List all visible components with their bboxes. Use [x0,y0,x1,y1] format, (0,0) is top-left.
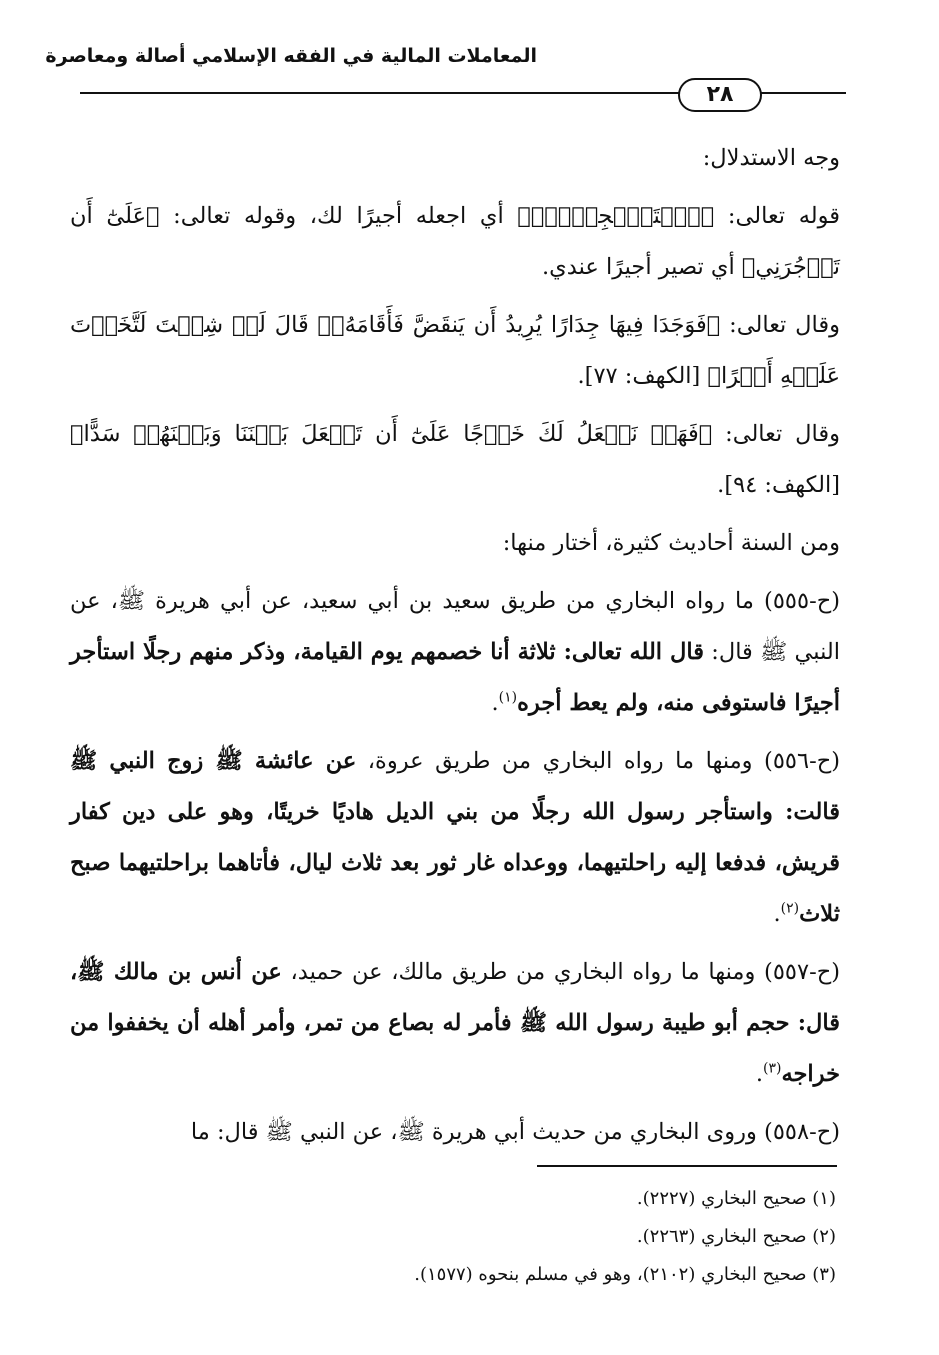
paragraph-hadith-555 [70,576,840,729]
paragraph-ayah-kahf-94: وقال تعالى: ﴿فَهَلۡ نَجۡعَلُ لَكَ خَرۡجًا عَلَىٰٓ أَن تَجۡعَلَ بَيۡنَنَا وَبَيۡنَهُمۡ سَدًّا﴾ [الكهف: ٩٤]. [70,421,840,498]
paragraph-sunnah-intro: ومن السنة أحاديث كثيرة، أختار منها: [502,530,840,556]
footnote-3: (٣) صحيح البخاري (٢١٠٢)، وهو في مسلم بنحوه (١٥٧٧). [414,1264,836,1285]
hadith-555-text: قال الله تعالى: ثلاثة أنا خصمهم يوم القيامة، وذكر منهم رجلًا استأجر أجيرًا فاستوفى منه، ولم يعط أجره [70,639,840,716]
footnote-rule [537,1165,837,1167]
footnote-2: (٢) صحيح البخاري (٢٢٦٣). [636,1226,836,1247]
hadith-556-end: . [773,901,781,927]
hadith-556-text: عن عائشة ﷺ زوج النبي ﷺ قالت: واستأجر رسول الله رجلًا من بني الديل هاديًا خريتًا، وهو على دين كفار قريش، فدفعا إليه راحلتيهما، ووعداه غار ثور بعد ثلاث ليال، فأتاهما براحلتيهما صبح ثلاث [70,748,840,927]
footnote-ref-2[interactable]: (٢) [780,900,800,917]
hadith-558-intro: (ح-٥٥٨) وروى البخاري من حديث أبي هريرة ﷺ، عن النبي ﷺ قال: ما [190,1119,840,1145]
footnote-ref-1[interactable]: (١) [498,689,518,706]
running-title: المعاملات المالية في الفقه الإسلامي أصالة ومعاصرة [45,45,537,67]
paragraph-ayah-kahf-77: وقال تعالى: ﴿فَوَجَدَا فِيهَا جِدَارًا يُرِيدُ أَن يَنقَضَّ فَأَقَامَهُۥۖ قَالَ لَوۡ شِئۡتَ لَتَّخَذۡتَ عَلَيۡهِ أَجۡرًا﴾ [الكهف: ٧٧]. [70,312,840,389]
footnotes [70,1180,836,1294]
paragraph-hadith-557 [70,947,840,1100]
hadith-555-end: . [491,690,499,716]
hadith-555-intro: (ح-٥٥٥) ما رواه البخاري من طريق سعيد بن أبي سعيد، عن أبي هريرة ﷺ، عن النبي ﷺ قال: [70,588,840,665]
page-number: ٢٨ [678,78,762,112]
body-text [70,133,840,1165]
footnote-ref-3[interactable]: (٣) [762,1060,782,1077]
hadith-556-intro: (ح-٥٥٦) ومنها ما رواه البخاري من طريق عروة، [367,748,841,774]
hadith-557-intro: (ح-٥٥٧) ومنها ما رواه البخاري من طريق مالك، عن حميد، [290,959,840,985]
paragraph-ayah-explanation: قوله تعالى: ﴿ٱسۡتَـٔۡجِرۡهُۖ﴾ أي اجعله أجيرًا لك، وقوله تعالى: ﴿عَلَىٰٓ أَن تَأۡجُرَنِي﴾ أي تصير أجيرًا عندي. [70,203,840,280]
footnote-1: (١) صحيح البخاري (٢٢٢٧). [636,1188,836,1209]
paragraph-hadith-556 [70,736,840,940]
hadith-557-text: عن أنس بن مالك ﷺ، قال: حجم أبو طيبة رسول الله ﷺ فأمر له بصاع من تمر، وأمر أهله أن يخففوا من خراجه [70,959,840,1087]
hadith-557-end: . [755,1061,763,1087]
paragraph-hadith-558 [70,1107,840,1158]
paragraph-evidence-heading: وجه الاستدلال: [702,145,840,171]
